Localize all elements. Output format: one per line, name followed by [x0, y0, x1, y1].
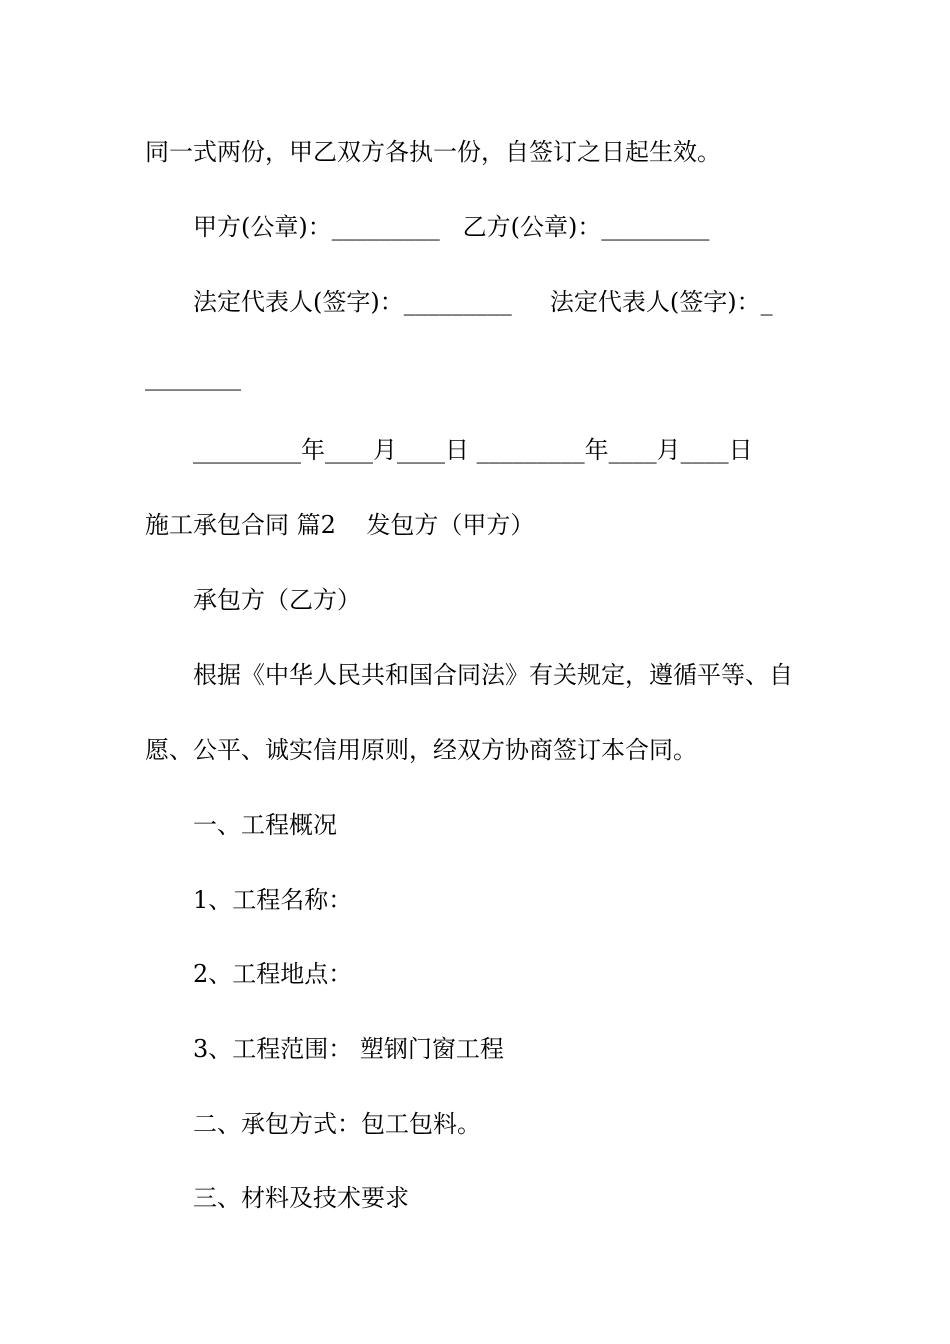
- party-seals-line: 甲方(公章)：_________ 乙方(公章)：_________: [193, 213, 710, 241]
- preamble-line-2: 愿、公平、诚实信用原则，经双方协商签订本合同。: [145, 736, 697, 764]
- section-heading-contract-method: 二、承包方式：包工包料。: [193, 1110, 481, 1138]
- validity-clause: 同一式两份，甲乙双方各执一份，自签订之日起生效。: [145, 138, 721, 166]
- signing-date-line: _________年____月____日 _________年____月____日: [193, 436, 753, 464]
- contractor-party: 承包方（乙方）: [193, 586, 361, 614]
- section-heading-materials: 三、材料及技术要求: [193, 1184, 409, 1212]
- project-scope-item: 3、工程范围： 塑钢门窗工程: [193, 1035, 504, 1063]
- preamble-line-1: 根据《中华人民共和国合同法》有关规定，遵循平等、自: [193, 661, 793, 689]
- contract-heading: 施工承包合同 篇2 发包方（甲方）: [145, 511, 535, 539]
- legal-representative-line: 法定代表人(签字)：_________ 法定代表人(签字)：_: [193, 288, 773, 316]
- project-name-item: 1、工程名称：: [193, 886, 353, 914]
- legal-representative-line-continued: ________: [145, 363, 241, 391]
- section-heading-project-overview: 一、工程概况: [193, 811, 337, 839]
- project-location-item: 2、工程地点：: [193, 960, 353, 988]
